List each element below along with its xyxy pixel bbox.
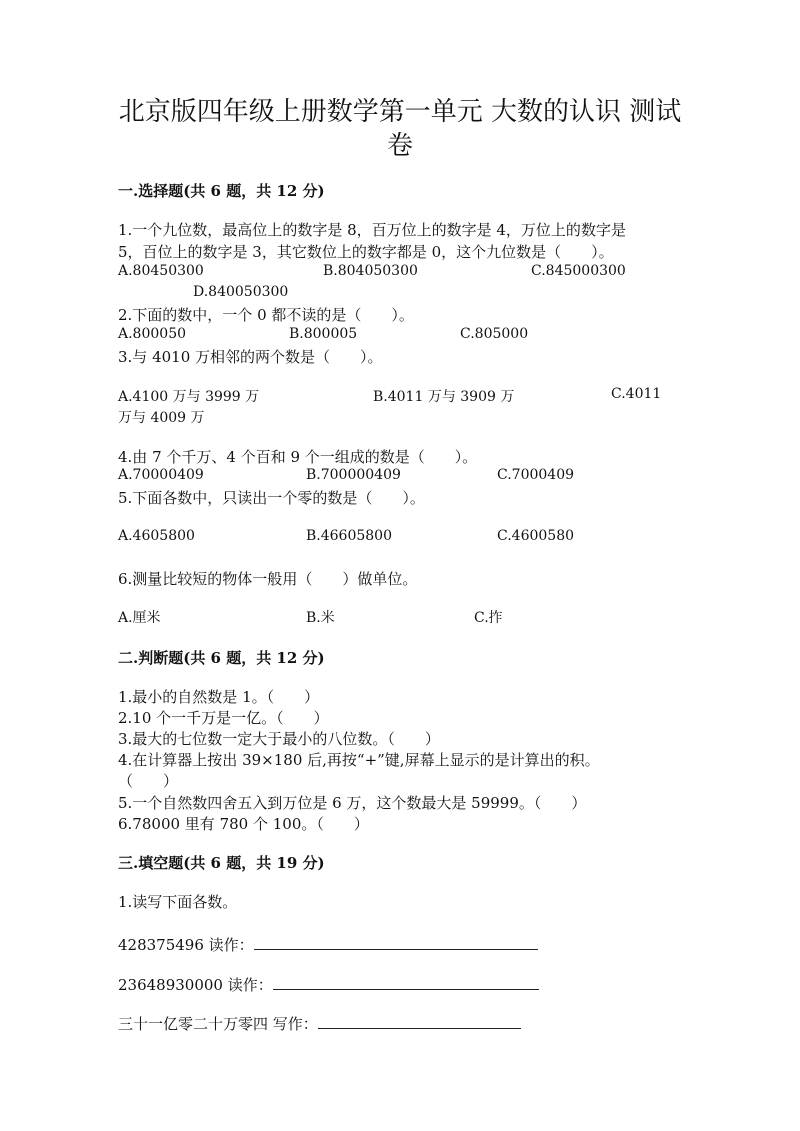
answer-blank-a[interactable]: [254, 935, 538, 950]
q2-option-a: A.800050: [118, 326, 187, 342]
answer-blank-c[interactable]: [318, 1014, 521, 1029]
page-title: [100, 95, 700, 163]
question-1-line-1: 1.一个九位数，最高位上的数字是 8，百万位上的数字是 4，万位上的数字是: [118, 221, 626, 239]
judge-4-line-2: （ ）: [118, 772, 179, 790]
q2-option-b: B.800005: [289, 326, 358, 342]
fill-1-item-b-label: 23648930000 读作：: [118, 976, 273, 994]
q3-option-c-continued: 万与 4009 万: [118, 410, 205, 426]
q6-option-c: C.拃: [474, 610, 503, 626]
fill-1-item-a: [118, 934, 538, 955]
q5-option-b: B.46605800: [306, 528, 392, 544]
section-heading-fill: 三.填空题(共 6 题，共 19 分): [118, 854, 325, 872]
title-line-2: 卷: [386, 131, 413, 161]
fill-1-item-b: [118, 974, 539, 995]
question-4: 4.由 7 个千万、4 个百和 9 个一组成的数是（ ）。: [118, 448, 478, 466]
judge-4-line-1: 4.在计算器上按出 39×180 后,再按“+”键,屏幕上显示的是计算出的积。: [118, 751, 600, 769]
q6-option-b: B.米: [306, 610, 335, 626]
q4-option-a: A.70000409: [118, 467, 204, 483]
judge-5: 5.一个自然数四舍五入到万位是 6 万，这个数最大是 59999。（ ）: [118, 794, 587, 812]
section-heading-judge: 二.判断题(共 6 题，共 12 分): [118, 649, 325, 667]
fill-1-prompt: 1.读写下面各数。: [118, 893, 238, 911]
q3-option-c: C.4011: [611, 386, 662, 402]
judge-1: 1.最小的自然数是 1。（ ）: [118, 688, 320, 706]
judge-6: 6.78000 里有 780 个 100。（ ）: [118, 815, 369, 833]
fill-1-item-a-label: 428375496 读作：: [118, 936, 254, 954]
question-5: 5.下面各数中，只读出一个零的数是（ ）。: [118, 489, 425, 507]
q1-option-c: C.845000300: [531, 263, 626, 279]
section-heading-choice: 一.选择题(共 6 题，共 12 分): [118, 182, 325, 200]
question-1-line-2: 5，百位上的数字是 3，其它数位上的数字都是 0，这个九位数是（ ）。: [118, 243, 614, 261]
judge-2: 2.10 个一千万是一亿。（ ）: [118, 709, 329, 727]
q3-option-a: A.4100 万与 3999 万: [118, 389, 260, 405]
q4-option-b: B.700000409: [306, 467, 401, 483]
question-3: 3.与 4010 万相邻的两个数是（ ）。: [118, 348, 383, 366]
q1-option-a: A.80450300: [118, 263, 204, 279]
q2-option-c: C.805000: [460, 326, 529, 342]
fill-1-item-c-label: 三十一亿零二十万零四 写作：: [118, 1015, 318, 1033]
q1-option-d: D.840050300: [193, 284, 289, 300]
q5-option-a: A.4605800: [118, 528, 195, 544]
fill-1-item-c: [118, 1013, 521, 1034]
q4-option-c: C.7000409: [497, 467, 575, 483]
question-6: 6.测量比较短的物体一般用（ ）做单位。: [118, 570, 418, 588]
title-line-1: 北京版四年级上册数学第一单元 大数的认识 测试: [118, 97, 682, 127]
q3-option-b: B.4011 万与 3909 万: [373, 389, 515, 405]
answer-blank-b[interactable]: [273, 975, 539, 990]
question-2: 2.下面的数中，一个 0 都不读的是（ ）。: [118, 306, 414, 324]
q1-option-b: B.804050300: [323, 263, 418, 279]
q5-option-c: C.4600580: [497, 528, 575, 544]
judge-3: 3.最大的七位数一定大于最小的八位数。（ ）: [118, 730, 440, 748]
q6-option-a: A.厘米: [118, 610, 161, 626]
